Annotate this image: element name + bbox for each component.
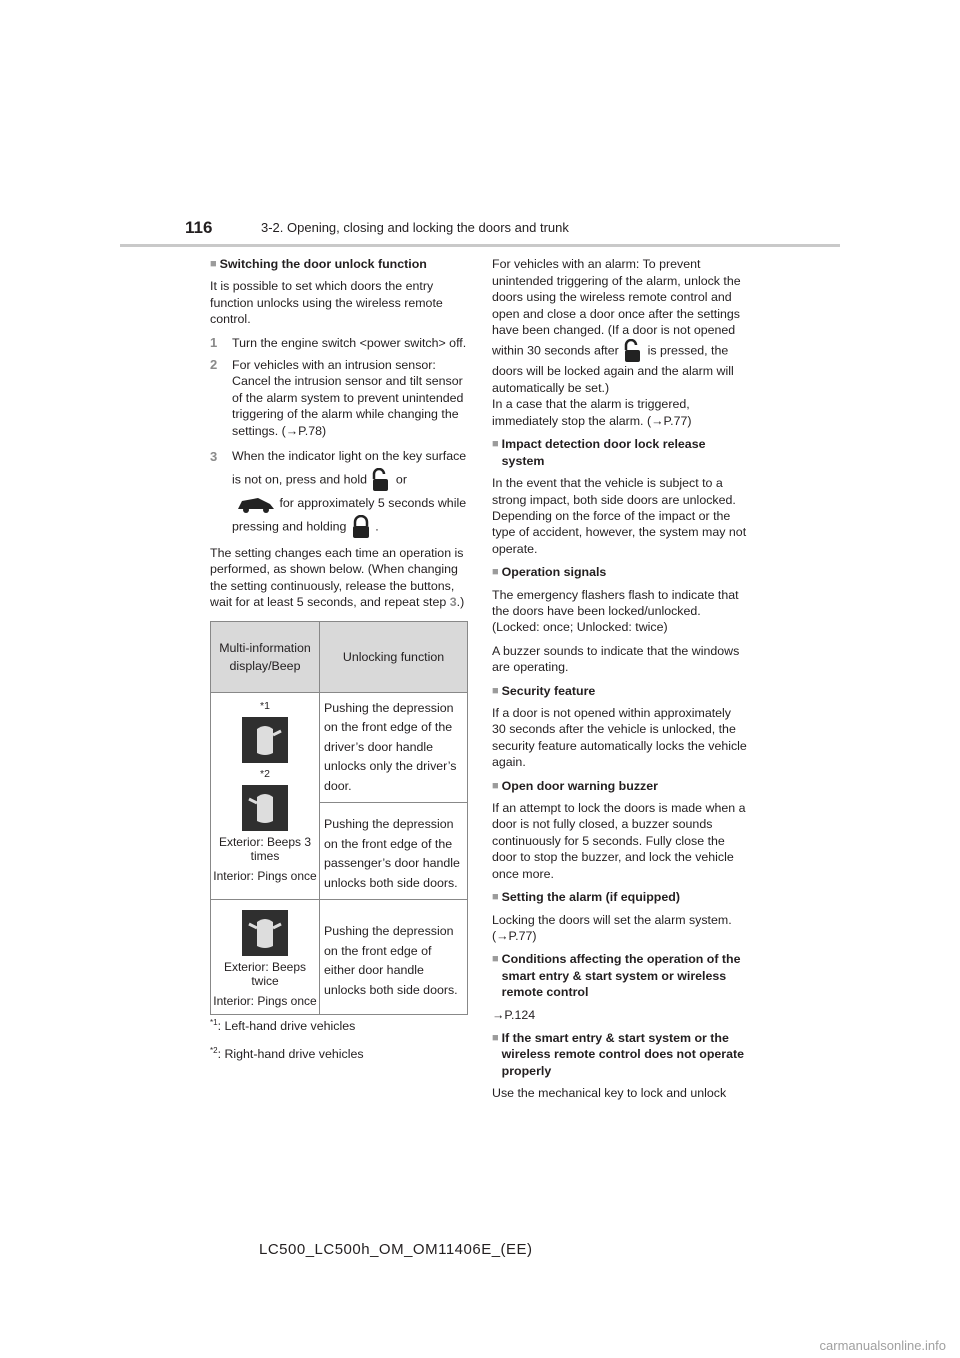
page-number: 116: [185, 218, 213, 237]
table-row-1-text-a: Pushing the depression on the front edge of the driver’s door handle unlocks only the driver’s door.: [320, 692, 468, 803]
not-working-paragraph: Use the mechanical key to lock and unlock: [492, 1086, 727, 1101]
heading-impact: ■ Impact detection door lock release system: [492, 437, 706, 468]
lock-icon: [350, 515, 372, 539]
right-column: [492, 256, 748, 1109]
section-title: 3-2. Opening, closing and locking the doors and trunk: [261, 220, 569, 235]
alarm-paragraph: For vehicles with an alarm: To prevent unintended triggering of the alarm, unlock the doors using the wireless remote control and open and close a door once after the settings have been changed. (If a door is not opened within 30 seconds after is pressed, the doors will be locked again and the alarm will automatically be set.) In a case that the alarm is triggered, immediately stop the alarm. (→P.77): [492, 257, 741, 428]
table-row-1-icons: *1 *2 Exterior: Beeps 3 times Interior: Pings once: [211, 692, 320, 900]
car-door-icon: [242, 910, 288, 956]
heading-not-working: ■ If the smart entry & start system or the wireless remote control does not operate properly: [492, 1030, 745, 1078]
trunk-icon: [236, 495, 276, 513]
buzzer-paragraph: If an attempt to lock the doors is made when a door is not fully closed, a buzzer sounds continuously for 5 seconds. Fully close the door to stop the buzzer, and lock the vehicle once more.: [492, 801, 746, 881]
col-header-function: Unlocking function: [320, 621, 468, 692]
footnote-2: $^{*2}$: Right-hand drive vehicles: [210, 1045, 364, 1061]
unlock-icon: [622, 339, 644, 363]
document-code: LC500_LC500h_OM_OM11406E_(EE): [259, 1241, 533, 1258]
heading-signals: ■ Operation signals: [492, 565, 607, 580]
heading-security: ■ Security feature: [492, 683, 596, 698]
heading-switching: ■ Switching the door unlock function: [210, 257, 427, 271]
table-row-2-icons: Exterior: Beeps twice Interior: Pings once: [211, 900, 320, 1015]
intro-paragraph: It is possible to set which doors the entry function unlocks using the wireless remote control.: [210, 279, 443, 327]
signals-paragraph-2: A buzzer sounds to indicate that the windows are operating.: [492, 643, 740, 675]
watermark: carmanualsonline.info: [819, 1338, 946, 1353]
car-door-icon: [242, 785, 288, 831]
header-rule: [120, 244, 840, 247]
heading-alarm: ■ Setting the alarm (if equipped): [492, 890, 680, 905]
step-3: 3 When the indicator light on the key surface is not on, press and hold or for approximately 5 seconds while pressing and holding .: [210, 445, 468, 539]
impact-paragraph: In the event that the vehicle is subject to a strong impact, both side doors are unlocked. Depending on the force of the impact or the type of accident, however, the system may not operate.: [492, 476, 747, 556]
signals-paragraph-1: The emergency flashers flash to indicate that the doors have been locked/unlocked. (Locked: once; Unlocked: twice): [492, 587, 739, 635]
left-column: [210, 256, 468, 1069]
step-2: 2 For vehicles with an intrusion sensor: Cancel the intrusion sensor and tilt sensor of the alarm system to prevent unintended triggering of the alarm while changing the settings. (→P.78): [210, 357, 464, 438]
car-door-icon: [242, 717, 288, 763]
alarm-set-paragraph: Locking the doors will set the alarm system. (→P.77): [492, 912, 732, 943]
security-paragraph: If a door is not opened within approximately 30 seconds after the vehicle is unlocked, the security feature automatically locks the vehicle again.: [492, 706, 747, 770]
col-header-display: Multi-information display/Beep: [211, 621, 320, 692]
unlock-icon: [370, 468, 392, 492]
unlock-table: [210, 621, 468, 1016]
setting-note: The setting changes each time an operation is performed, as shown below. (When changing the setting continuously, release the buttons, wait for at least 5 seconds, and repeat step 3.): [210, 546, 465, 610]
footnote-1: $^{*1}$: Left-hand drive vehicles: [210, 1018, 356, 1034]
step-1: 1 Turn the engine switch <power switch> off.: [210, 334, 467, 350]
table-row-1-text-b: Pushing the depression on the front edge of the passenger’s door handle unlocks both side doors.: [320, 803, 468, 900]
conditions-reference[interactable]: →P.124: [492, 1007, 536, 1022]
table-row-2-text: Pushing the depression on the front edge of either door handle unlocks both side doors.: [320, 900, 468, 1015]
heading-buzzer: ■ Open door warning buzzer: [492, 778, 658, 793]
heading-conditions: ■ Conditions affecting the operation of the smart entry & start system or wireless remote control: [492, 952, 741, 1000]
